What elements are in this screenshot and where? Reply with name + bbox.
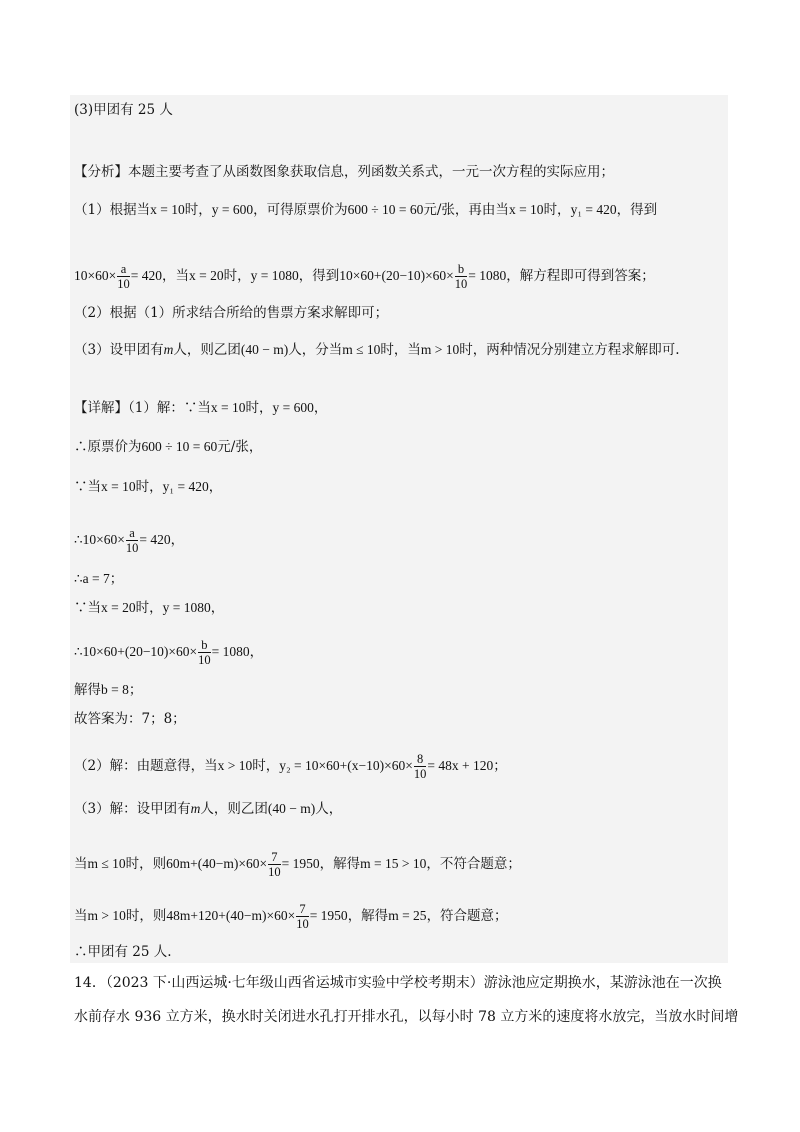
detail-line-10: （2）解：由题意得，当x > 10时，y₂ = 10×60+(x−10)×60× $\frac{8}{10}$ = 48x + 120； (74, 752, 507, 781)
fraction-7-over-10-b: $\frac{7}{10}$ (296, 902, 309, 931)
detail-line-11: （3）解：设甲团有m人，则乙团(40 − m)人， (74, 801, 343, 817)
detail-line-7: ∴10×60+(20−10)×60× $\frac{b}{10}$ = 1080， (74, 638, 264, 667)
part3-heading: (3)甲团有 25 人 (74, 102, 173, 118)
fraction-a-over-10-detail: $\frac{a}{10}$ (125, 526, 139, 555)
analysis-line-3: （2）根据（1）所求结合所给的售票方案求解即可； (74, 305, 389, 321)
detail-line-5: ∴a = 7； (74, 571, 124, 587)
detail-line-2: ∴原票价为600 ÷ 10 = 60元/张， (74, 439, 263, 455)
detail-line-12: 当m ≤ 10时，则60m+(40−m)×60× $\frac{7}{10}$ = 1950，解得m = 15 > 10，不符合题意； (74, 850, 521, 879)
detail-line-13: 当m > 10时，则48m+120+(40−m)×60× $\frac{7}{10}$ = 1950，解得m = 25，符合题意； (74, 902, 508, 931)
question-14-line-1: 14．（2023 下·山西运城·七年级山西省运城市实验中学校考期末）游泳池应定期换水，某游泳池在一次换 (74, 975, 722, 991)
detail-line-6: ∵当x = 20时，y = 1080， (74, 600, 225, 616)
detail-line-3: ∵当x = 10时，y₁ = 420， (74, 479, 223, 495)
detail-line-9: 故答案为：7；8； (74, 711, 186, 727)
analysis-line-1: （1）根据当x = 10时，y = 600，可得原票价为600 ÷ 10 = 60元/张，再由当x = 10时，y₁ = 420，得到 (74, 202, 658, 218)
analysis-line-2: 10×60× $\frac{a}{10}$ = 420，当x = 20时，y = 1080，得到10×60+(20−10)×60× $\frac{b}{10}$ = 1080，解方程即可得到答案； (74, 262, 655, 291)
fraction-8-over-10: $\frac{8}{10}$ (413, 752, 427, 781)
detail-line-1: 【详解】（1）解：∵当x = 10时，y = 600， (74, 400, 328, 416)
fraction-a-over-10: $\frac{a}{10}$ (117, 262, 130, 291)
detail-line-4: ∴10×60× $\frac{a}{10}$ = 420， (74, 526, 185, 555)
fraction-b-over-10: $\frac{b}{10}$ (454, 262, 468, 291)
detail-line-14: ∴甲团有 25 人. (74, 944, 172, 960)
analysis-line-4: （3）设甲团有m人，则乙团(40 − m)人，分当m ≤ 10时，当m > 10时，两种情况分别建立方程求解即可. (74, 342, 680, 358)
fraction-7-over-10-a: $\frac{7}{10}$ (268, 850, 281, 879)
detail-line-8: 解得b = 8； (74, 682, 143, 698)
analysis-intro: 【分析】本题主要考查了从函数图象获取信息，列函数关系式，一元一次方程的实际应用； (74, 164, 614, 180)
fraction-b-over-10-detail: $\frac{b}{10}$ (198, 638, 211, 667)
question-14-line-2: 水前存水 936 立方米，换水时关闭进水孔打开排水孔，以每小时 78 立方米的速度将水放完，当放水时间增 (74, 1009, 739, 1025)
